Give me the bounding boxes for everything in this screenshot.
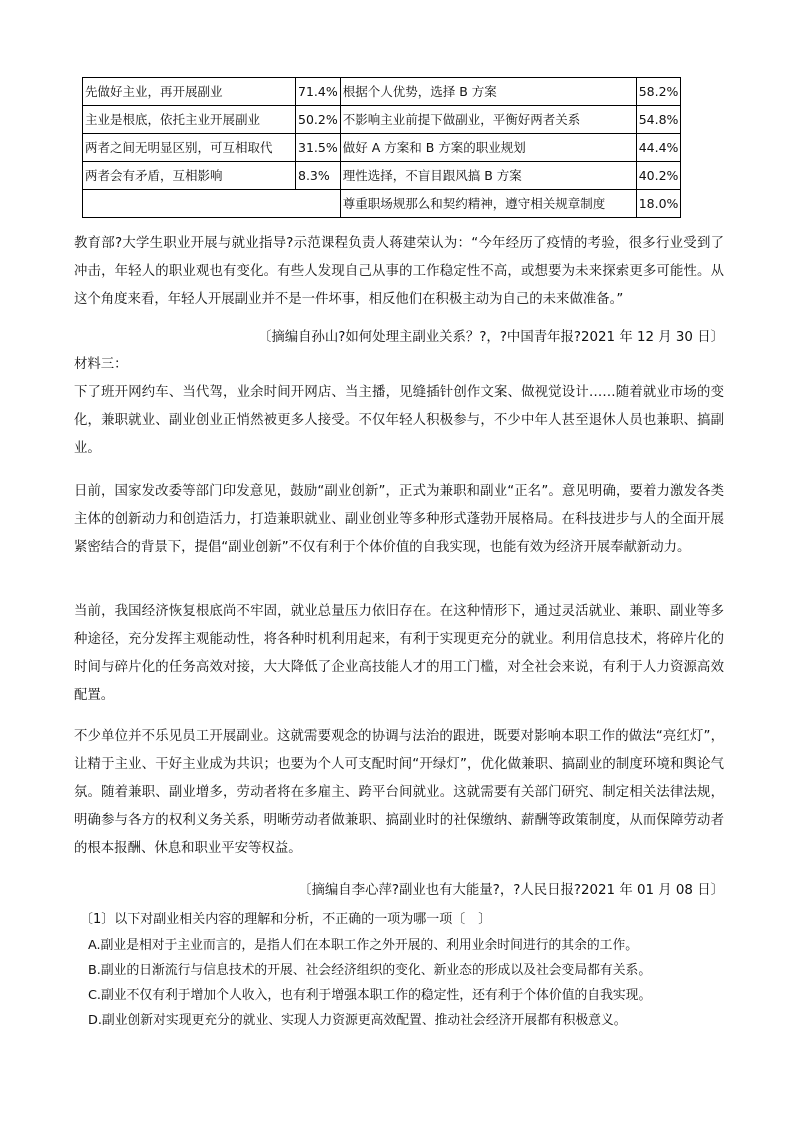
table-cell: 58.2%: [636, 78, 681, 106]
material3-label: 材料三：: [74, 357, 128, 372]
table-cell: 40.2%: [636, 162, 681, 190]
option-c: C.副业不仅有利于增加个人收入，也有利于增强本职工作的稳定性，还有利于个体价值的自我实现。: [88, 988, 652, 1003]
material3-paragraph-4: 不少单位并不乐见员工开展副业。这就需要观念的协调与法治的跟进，既要对影响本职工作的做法“亮红灯”，让精于主业、干好主业成为共识；也要为个人可支配时间“开绿灯”，优化做兼职、搞副业的制度环境和舆论气氛。随着兼职、副业增多，劳动者将在多雇主、跨平台间就业。这就需要有关部门研究、制定相关法律法规，明确参与各方的权利义务关系，明晰劳动者做兼职、搞副业时的社保缴纳、薪酬等政策制度，从而保障劳动者的根本报酬、休息和职业平安等权益。: [74, 729, 724, 856]
table-cell: 31.5%: [296, 134, 341, 162]
table-cell: 先做好主业，再开展副业: [83, 78, 296, 106]
material3-paragraph-1: 下了班开网约车、当代驾，业余时间开网店、当主播，见缝插针创作文案、做视觉设计……随着就业市场的变化，兼职就业、副业创业正悄然被更多人接受。不仅年轻人积极参与，不少中年人甚至退休人员也兼职、搞副业。: [74, 385, 724, 456]
table-row: [83, 78, 681, 106]
table-row: [83, 106, 681, 134]
material3-paragraph-2: 日前，国家发改委等部门印发意见，鼓励“副业创新”，正式为兼职和副业“正名”。意见明确，要着力激发各类主体的创新动力和创造活力，打造兼职就业、副业创业等多种形式蓬勃开展格局。在科技进步与人的全面开展紧密结合的背景下，提倡“副业创新”不仅有利于个体价值的自我实现，也能有效为经济开展奉献新动力。: [74, 484, 724, 555]
table-cell: 不影响主业前提下做副业，平衡好两者关系: [340, 106, 636, 134]
table-cell: 尊重职场规那么和契约精神，遵守相关规章制度: [340, 190, 636, 218]
table-cell: 71.4%: [296, 78, 341, 106]
table-cell: 理性选择，不盲目跟风搞 B 方案: [340, 162, 636, 190]
table-cell: 18.0%: [636, 190, 681, 218]
material2-quote: 教育部?大学生职业开展与就业指导?示范课程负责人蒋建荣认为：“今年经历了疫情的考验，很多行业受到了冲击，年轻人的职业观也有变化。有些人发现自己从事的工作稳定性不高，或想要为未来探索更多可能性。从这个角度来看，年轻人开展副业并不是一件坏事，相反他们在积极主动为自己的未来做准备。”: [74, 236, 724, 307]
question-stem: 〔1〕以下对副业相关内容的理解和分析，不正确的一项为哪一项〔 〕: [80, 912, 492, 927]
table-cell: 54.8%: [636, 106, 681, 134]
table-cell: 44.4%: [636, 134, 681, 162]
table-cell: 两者会有矛盾，互相影响: [83, 162, 296, 190]
option-d: D.副业创新对实现更充分的就业、实现人力资源更高效配置、推动社会经济开展都有积极意义。: [88, 1013, 627, 1028]
material3-paragraph-3: 当前，我国经济恢复根底尚不牢固，就业总量压力依旧存在。在这种情形下，通过灵活就业、兼职、副业等多种途径，充分发挥主观能动性，将各种时机利用起来，有利于实现更充分的就业。利用信息技术，将碎片化的时间与碎片化的任务高效对接，大大降低了企业高技能人才的用工门槛，对全社会来说，有利于人力资源高效配置。: [74, 604, 724, 703]
empty-table-cell: [83, 190, 341, 218]
option-b: B.副业的日渐流行与信息技术的开展、社会经济组织的变化、新业态的形成以及社会变局都有关系。: [88, 963, 652, 978]
table-row: [83, 134, 681, 162]
table-cell: 主业是根底，依托主业开展副业: [83, 106, 296, 134]
material3-source: 〔摘编自李心萍?副业也有大能量?，?人民日报?2021 年 01 月 08 日〕: [298, 883, 724, 898]
table-cell: 50.2%: [296, 106, 341, 134]
table-cell: 8.3%: [296, 162, 341, 190]
table-row: [83, 162, 681, 190]
material2-source: 〔摘编自孙山?如何处理主副业关系？?，?中国青年报?2021 年 12 月 30 日〕: [257, 330, 724, 345]
option-a: A.副业是相对于主业而言的，是指人们在本职工作之外开展的、利用业余时间进行的其余的工作。: [88, 938, 639, 953]
table-cell: 两者之间无明显区别，可互相取代: [83, 134, 296, 162]
table-row: [83, 190, 681, 218]
survey-table: [82, 77, 681, 218]
table-cell: 做好 A 方案和 B 方案的职业规划: [340, 134, 636, 162]
table-cell: 根据个人优势，选择 B 方案: [340, 78, 636, 106]
